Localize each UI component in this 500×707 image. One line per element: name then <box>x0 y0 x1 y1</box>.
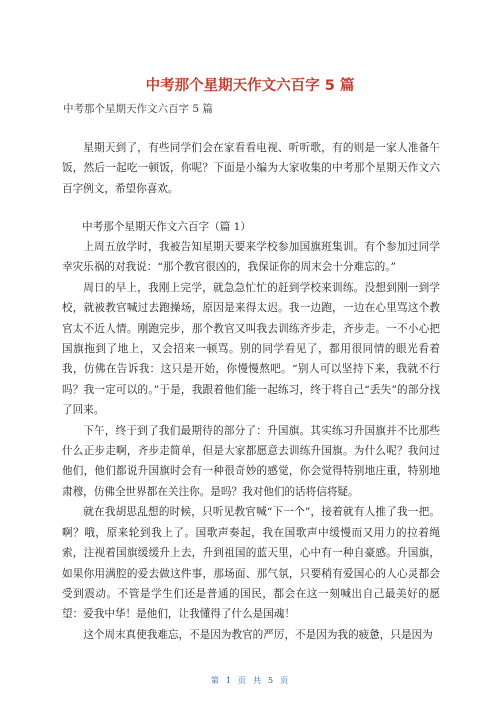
essay-paragraph: 周日的早上，我刚上完学，就急急忙忙的赶到学校来训练。没想到刚一到学校，就被教官喊过去跑操场，原因是来得太迟。我一边跑，一边在心里骂这个教官太不近人情。刚跑完步，那个教官又叫我去训练齐步走，齐步走。一不小心把国旗拖到了地上，又会招来一顿骂。别的同学看见了，都用很同情的眼光看着我，仿佛在告诉我：这只是开始，你慢慢熬吧。“别人可以坚持下来，我就不行吗？我一定可以的。”于是，我跟着他们能一起练习，终于将自己“丢失”的部分找了回来。 <box>62 281 440 417</box>
footer-total-pages: 5 <box>268 676 275 685</box>
footer-page-number: 1 <box>225 676 232 685</box>
footer-page-word: 第 <box>210 676 220 685</box>
page-footer <box>0 675 500 687</box>
footer-total-word: 共 <box>253 676 262 685</box>
section-heading: 中考那个星期天作文六百字（篇 1） <box>82 221 252 233</box>
essay-body <box>62 237 440 645</box>
document-title: 中考那个星期天作文六百字 5 篇 <box>145 78 355 94</box>
document-subtitle: 中考那个星期天作文六百字 5 篇 <box>63 103 213 115</box>
essay-paragraph: 下午，终于到了我们最期待的部分了：升国旗。其实练习升国旗并不比那些什么正步走啊，齐步走简单，但是大家都愿意去训练升国旗。为什么呢？我问过他们，他们都说升国旗时会有一种很奇妙的感觉，你会觉得特别地庄重，特别地肃穆，仿佛全世界都在关注你。是吗？我对他们的话将信将疑。 <box>62 424 440 498</box>
essay-paragraph: 就在我胡思乱想的时候，只听见教官喊“下一个”，接着就有人推了我一把。啊？哦，原来轮到我上了。国歌声奏起，我在国歌声中缓慢而又用力的拉着绳索，注视着国旗缓缓升上去，升到祖国的蓝天里，心中有一种自豪感。升国旗，如果你用满腔的爱去做这件事，那场面、那气氛，只要稍有爱国心的人心灵都会受到震动。不管是学生们还是普通的国民，都会在这一刻喊出自己最美好的愿望：爱我中华！是他们，让我懂得了什么是国魂！ <box>62 506 440 621</box>
footer-total-unit: 页 <box>280 676 290 685</box>
intro-block <box>62 138 440 199</box>
essay-paragraph: 这个周末真使我难忘，不是因为教官的严厉，不是因为我的疲惫，只是因为 <box>83 628 433 641</box>
essay-paragraph: 上周五放学时，我被告知星期天要来学校参加国旗班集训。有个参加过同学幸灾乐祸的对我说：“那个教官很凶的，我保证你的周末会十分难忘的。” <box>62 241 440 274</box>
intro-paragraph: 星期天到了，有些同学们会在家看看电视、听听歌，有的则是一家人准备午饭，然后一起吃一顿饭，你呢？下面是小编为大家收集的中考那个星期天作文六百字例文，希望你喜欢。 <box>62 142 440 195</box>
footer-page-unit: 页 <box>238 676 247 685</box>
